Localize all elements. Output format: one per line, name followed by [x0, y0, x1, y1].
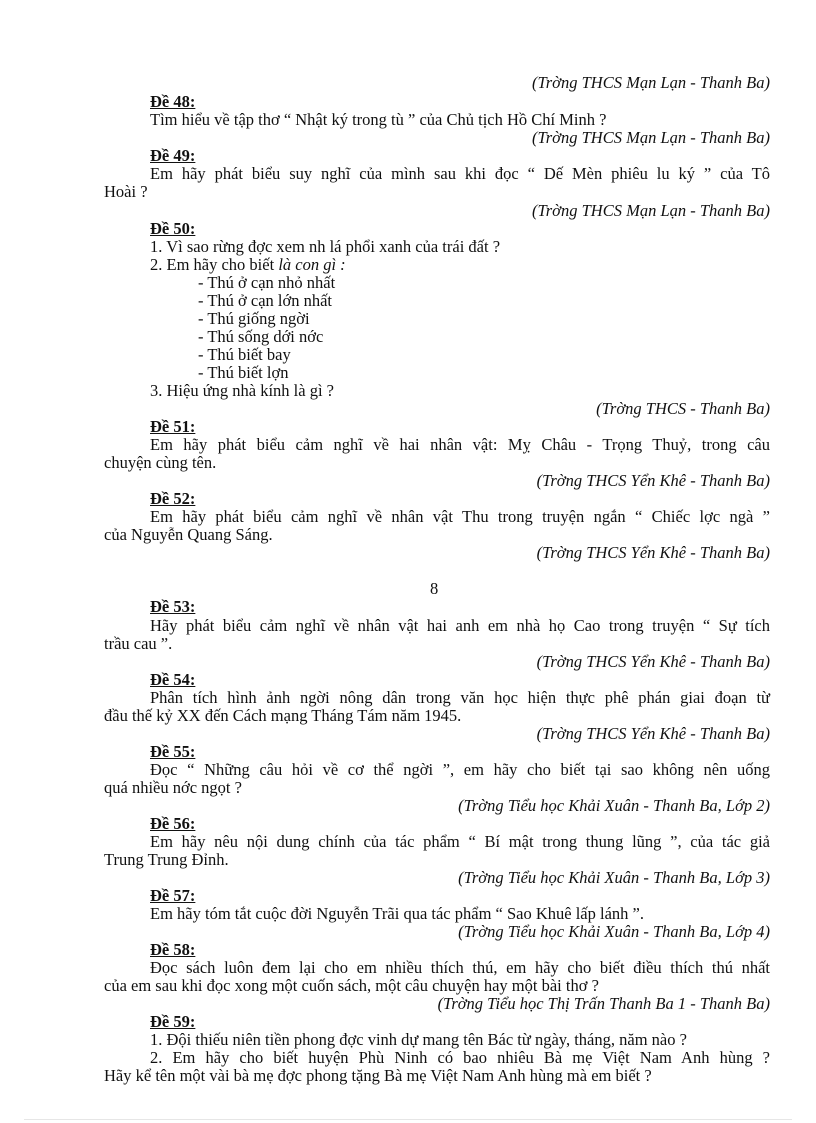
question-54-line-1: Phân tích hình ảnh ngời nông dân trong văn học hiện thực phê phán giai đoạn từ [150, 688, 770, 707]
source-citation-55: (Trờng Tiểu học Khải Xuân - Thanh Ba, Lớp 2) [458, 796, 770, 815]
source-citation-54: (Trờng THCS Yển Khê - Thanh Ba) [536, 724, 770, 743]
question-55-line-1: Đọc “ Những câu hỏi về cơ thể ngời ”, em hãy cho biết tại sao không nên uống [150, 760, 770, 779]
question-59-part-2-line-2: Hãy kể tên một vài bà mẹ đợc phong tặng Bà mẹ Việt Nam Anh hùng mà em biết ? [104, 1066, 652, 1085]
page-bottom-divider [24, 1119, 792, 1120]
source-citation-53: (Trờng THCS Yển Khê - Thanh Ba) [536, 652, 770, 671]
question-56-line-2: Trung Trung Đỉnh. [104, 850, 229, 869]
question-heading-50: Đề 50: [150, 219, 196, 238]
list-item: - Thú sống dới nớc [198, 327, 324, 346]
question-50-part-2-text: 2. Em hãy cho biết [150, 255, 279, 274]
question-50-part-2-italic: là con gì : [278, 255, 346, 274]
question-57-text: Em hãy tóm tắt cuộc đời Nguyễn Trãi qua tác phẩm “ Sao Khuê lấp lánh ”. [150, 904, 644, 923]
question-55-line-2: quá nhiều nớc ngọt ? [104, 778, 242, 797]
question-50-part-2 [150, 256, 346, 274]
question-48-text: Tìm hiểu về tập thơ “ Nhật ký trong tù ” của Chủ tịch Hồ Chí Minh ? [150, 110, 607, 129]
question-59-part-1: 1. Đội thiếu niên tiền phong đợc vinh dự mang tên Bác từ ngày, tháng, năm nào ? [150, 1030, 687, 1049]
question-59-part-2-line-1: 2. Em hãy cho biết huyện Phù Ninh có bao nhiêu Bà mẹ Việt Nam Anh hùng ? [150, 1048, 770, 1067]
source-citation-48: (Trờng THCS Mạn Lạn - Thanh Ba) [531, 128, 770, 147]
source-citation-49: (Trờng THCS Mạn Lạn - Thanh Ba) [531, 201, 770, 220]
list-item: - Thú biết bay [198, 345, 291, 364]
question-heading-53: Đề 53: [150, 597, 196, 616]
list-item: - Thú ở cạn lớn nhất [198, 291, 332, 310]
question-49-line-1: Em hãy phát biểu suy nghĩ của mình sau khi đọc “ Dế Mèn phiêu lu ký ” của Tô [150, 164, 770, 183]
question-52-line-2: của Nguyễn Quang Sáng. [104, 525, 273, 544]
list-item: - Thú giống ngời [198, 309, 310, 328]
question-50-part-1: 1. Vì sao rừng đợc xem nh lá phổi xanh của trái đất ? [150, 237, 501, 256]
question-heading-55: Đề 55: [150, 742, 196, 761]
list-item: - Thú ở cạn nhỏ nhất [198, 273, 336, 292]
list-item: - Thú biết lợn [198, 363, 289, 382]
source-citation-50: (Trờng THCS - Thanh Ba) [596, 399, 770, 418]
question-50-part-3: 3. Hiệu ứng nhà kính là gì ? [150, 381, 334, 400]
question-53-line-2: trầu cau ”. [104, 634, 173, 653]
question-51-line-2: chuyện cùng tên. [104, 453, 217, 472]
question-56-line-1: Em hãy nêu nội dung chính của tác phẩm “ Bí mật trong thung lũng ”, của tác giả [150, 832, 770, 851]
question-53-line-1: Hãy phát biểu cảm nghĩ về nhân vật hai anh em nhà họ Cao trong truyện “ Sự tích [150, 616, 770, 635]
question-heading-51: Đề 51: [150, 417, 196, 436]
question-heading-57: Đề 57: [150, 886, 196, 905]
question-49-line-2: Hoài ? [104, 182, 148, 201]
question-58-line-2: của em sau khi đọc xong một cuốn sách, một câu chuyện hay một bài thơ ? [104, 976, 599, 995]
question-51-line-1: Em hãy phát biểu cảm nghĩ về hai nhân vật: Mỵ Châu - Trọng Thuỷ, trong câu [150, 435, 770, 454]
question-heading-48: Đề 48: [150, 92, 196, 111]
source-citation-56: (Trờng Tiểu học Khải Xuân - Thanh Ba, Lớp 3) [458, 868, 770, 887]
question-heading-59: Đề 59: [150, 1012, 196, 1031]
source-citation: (Trờng THCS Mạn Lạn - Thanh Ba) [531, 73, 770, 92]
question-54-line-2: đầu thế kỷ XX đến Cách mạng Tháng Tám năm 1945. [104, 706, 462, 725]
source-citation-52: (Trờng THCS Yển Khê - Thanh Ba) [536, 543, 770, 562]
question-heading-52: Đề 52: [150, 489, 196, 508]
question-52-line-1: Em hãy phát biểu cảm nghĩ về nhân vật Thu trong truyện ngắn “ Chiếc lợc ngà ” [150, 507, 770, 526]
source-citation-51: (Trờng THCS Yển Khê - Thanh Ba) [536, 471, 770, 490]
question-heading-58: Đề 58: [150, 940, 196, 959]
question-58-line-1: Đọc sách luôn đem lại cho em nhiều thích thú, em hãy cho biết điều thích thú nhất [150, 958, 770, 977]
page-number: 8 [430, 579, 439, 598]
source-citation-57: (Trờng Tiểu học Khải Xuân - Thanh Ba, Lớp 4) [458, 922, 770, 941]
question-heading-49: Đề 49: [150, 146, 196, 165]
source-citation-58: (Trờng Tiểu học Thị Trấn Thanh Ba 1 - Thanh Ba) [437, 994, 770, 1013]
question-heading-56: Đề 56: [150, 814, 196, 833]
question-heading-54: Đề 54: [150, 670, 196, 689]
